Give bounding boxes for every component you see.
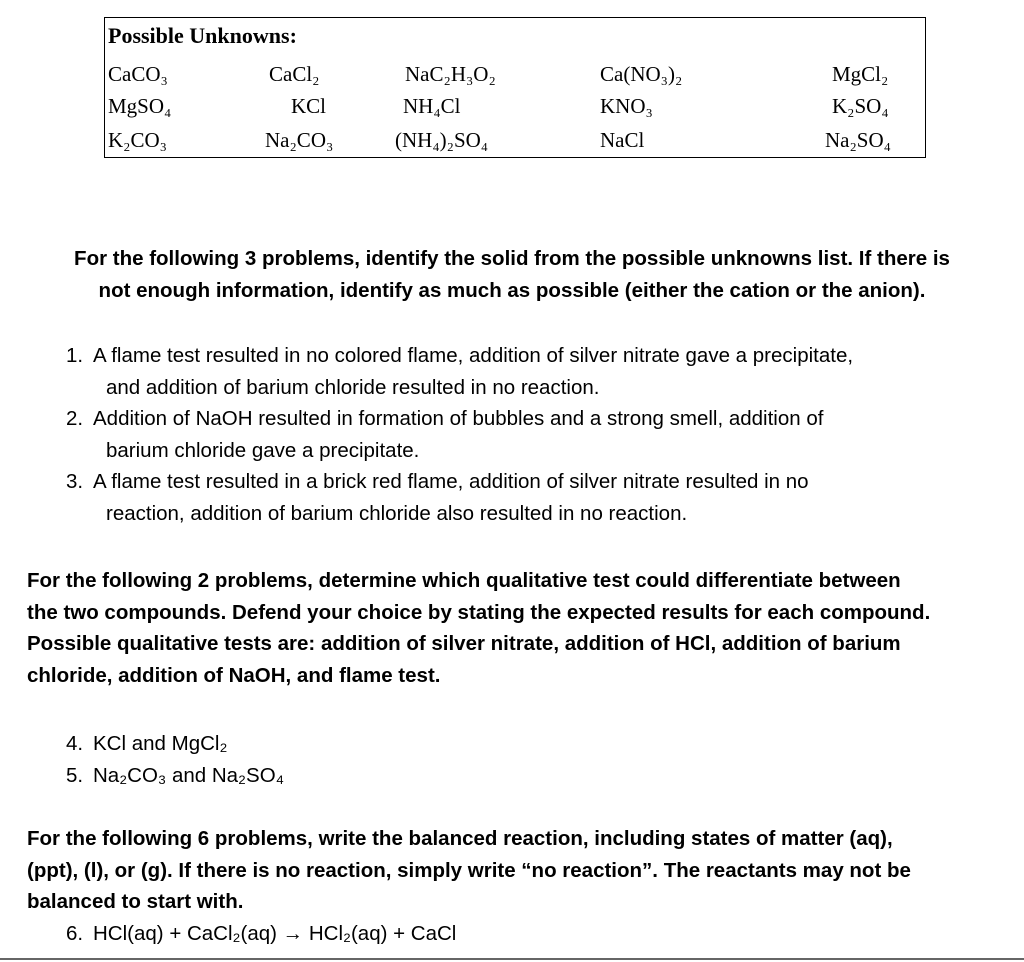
problem-text: A flame test resulted in a brick red flame, addition of silver nitrate resulted in no [93,470,809,493]
problem-text: HCl(aq) + CaCl₂(aq) → HCl₂(aq) + CaCl [93,922,457,945]
section2-instructions [27,565,1017,691]
problem-text-continued: reaction, addition of barium chloride also resulted in no reaction. [106,501,688,525]
problem-number: 4. [66,732,84,755]
problem-text: KCl and MgCl₂ [93,732,228,755]
section1-instructions [0,243,1024,306]
instruction-line: (ppt), (l), or (g). If there is no reaction, simply write “no reaction”. The reactants may not be [27,858,911,882]
unknown-compound: Ca(NO₃)₂ [600,62,683,86]
problem-number: 3. [66,470,84,493]
unknown-compound: Na₂CO₃ [265,128,334,152]
problem-list-6 [66,918,866,950]
problem-text: A flame test resulted in no colored flame, addition of silver nitrate gave a precipitate, [93,344,854,367]
instruction-line: For the following 3 problems, identify the solid from the possible unknowns list. If there is [74,247,950,270]
unknown-compound: KNO₃ [600,94,653,118]
problem-text: Addition of NaOH resulted in formation of bubbles and a strong smell, addition of [93,407,824,430]
problem-text-continued: barium chloride gave a precipitate. [106,438,420,462]
instruction-line: For the following 6 problems, write the balanced reaction, including states of matter (aq), [27,827,893,850]
possible-unknowns-table [104,17,926,158]
instruction-line: chloride, addition of NaOH, and flame test. [27,663,441,687]
unknown-compound: CaCO₃ [108,62,168,86]
problem-item [66,728,666,760]
instruction-line: Possible qualitative tests are: addition of silver nitrate, addition of HCl, addition of barium [27,632,901,655]
page-bottom-divider [0,958,1024,960]
unknown-compound: MgSO₄ [108,94,172,118]
unknown-compound: NaCl [600,128,645,152]
problem-text: Na₂CO₃ and Na₂SO₄ [93,763,285,787]
section3-instructions [27,823,1017,918]
problem-number: 1. [66,344,84,367]
unknown-compound: KCl [291,94,327,118]
unknown-compound: Na₂SO₄ [825,128,891,152]
problem-text-continued: and addition of barium chloride resulted in no reaction. [106,375,600,399]
problem-number: 2. [66,407,84,430]
unknown-compound: CaCl₂ [269,62,320,86]
instruction-line: balanced to start with. [27,890,244,913]
unknown-compound: K₂CO₃ [108,128,167,152]
problem-item [66,403,1016,435]
possible-unknowns-title: Possible Unknowns: [108,23,297,48]
problem-item [66,760,666,792]
problem-list-4-5 [66,728,666,791]
instruction-line: the two compounds. Defend your choice by stating the expected results for each compound. [27,600,931,624]
problem-list-1-3 [66,340,1016,529]
instruction-line: not enough information, identify as much as possible (either the cation or the anion). [98,278,926,302]
problem-number: 6. [66,922,84,945]
problem-number: 5. [66,763,84,787]
problem-item [66,918,866,950]
unknown-compound: (NH₄)₂SO₄ [395,128,489,152]
unknown-compound: NH₄Cl [403,94,461,118]
unknown-compound: NaC₂H₃O₂ [405,62,496,86]
unknown-compound: MgCl₂ [832,62,889,86]
unknown-compound: K₂SO₄ [832,94,889,118]
problem-item [66,466,1016,498]
problem-item [66,340,1016,372]
instruction-line: For the following 2 problems, determine which qualitative test could differentiate between [27,569,901,592]
